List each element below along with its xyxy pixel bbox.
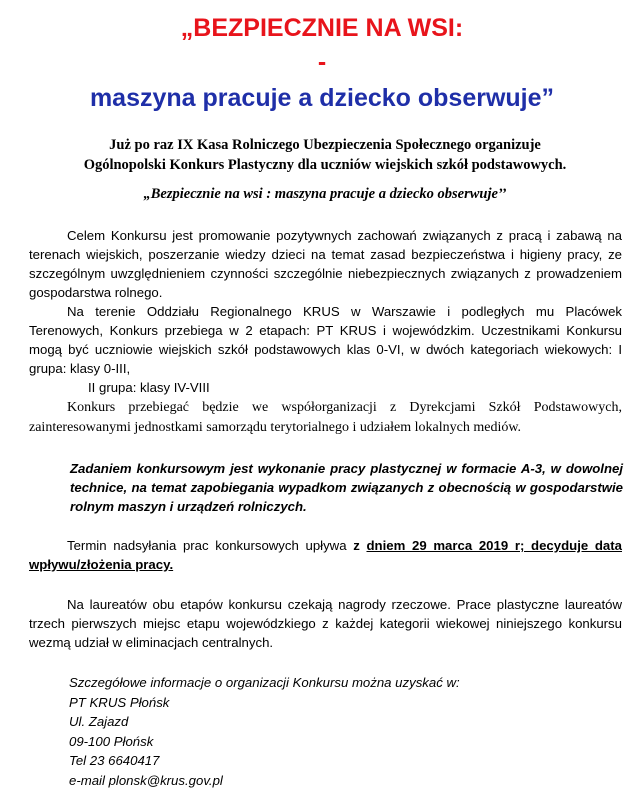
contact-org: PT KRUS Płońsk	[69, 694, 170, 710]
deadline-date: dniem 29 marca 2019 r; decyduje data wpływu/złożenia pracy.	[29, 538, 622, 572]
paragraph-cooperation: Konkurs przebiegać będzie we współorganizacji z Dyrekcjami Szkół Podstawowych, zainteresowanymi jednostkami samorządu terytorialnego i udziałem lokalnych mediów.	[29, 400, 622, 435]
deadline-bold: z	[353, 538, 367, 553]
paragraph-goal: Celem Konkursu jest promowanie pozytywnych zachowań związanych z pracą i zabawą na terenach wiejskich, poszerzanie wiedzy dzieci na temat zasad bezpieczeństwa i higieny pracy, ze szczególnym uwzględnieniem czynności szczególnie niebezpiecznych związanych z prowadzeniem gospodarstwa rolnego.	[29, 228, 622, 300]
intro-line-2: Ogólnopolski Konkurs Plastyczny dla uczniów wiejskich szkół podstawowych.	[83, 157, 567, 173]
title-line-3: maszyna pracuje a dziecko obserwuje”	[89, 84, 555, 112]
contact-city: 09-100 Płońsk	[69, 733, 154, 749]
title-line-1: „BEZPIECZNIE NA WSI:	[180, 14, 464, 42]
contact-street: Ul. Zajazd	[69, 714, 129, 729]
deadline-paragraph	[29, 536, 622, 574]
age-group-2: II grupa: klasy IV-VIII	[88, 380, 210, 395]
title-dash: -	[317, 48, 327, 76]
contact-email: e-mail plonsk@krus.gov.pl	[69, 772, 223, 788]
contest-motto: „Bezpiecznie na wsi : maszyna pracuje a dziecko obserwuje’’	[143, 186, 507, 202]
contact-heading: Szczegółowe informacje o organizacji Konkursu można uzyskać w:	[69, 675, 460, 690]
paragraph-stages: Na terenie Oddziału Regionalnego KRUS w Warszawie i podległych mu Placówek Terenowych, Konkurs przebiega w 2 etapach: PT KRUS i wojewódzkim. Uczestnikami Konkursu mogą być uczniowie wiejskich szkół podstawowych klas 0-VI, w dwóch kategoriach wiekowych: I grupa: klasy 0-III,	[29, 304, 622, 376]
intro-line-1: Już po raz IX Kasa Rolniczego Ubezpieczenia Społecznego organizuje	[109, 137, 541, 153]
contact-block	[69, 673, 460, 790]
paragraph-prizes: Na laureatów obu etapów konkursu czekają nagrody rzeczowe. Prace plastyczne laureatów trzech pierwszych miejsc etapu wojewódzkiego z każdej kategorii wiekowej niniejszego konkursu wezmą udział w eliminacjach centralnych.	[29, 597, 622, 650]
contact-phone: Tel 23 6640417	[69, 753, 160, 768]
contest-task: Zadaniem konkursowym jest wykonanie pracy plastycznej w formacie A-3, w dowolnej technice, na temat zapobiegania wypadkom związanych z obecnością w gospodarstwie rolnym maszyn i urządzeń rolniczych.	[70, 461, 623, 514]
deadline-prefix: Termin nadsyłania prac konkursowych upływa	[67, 538, 354, 553]
